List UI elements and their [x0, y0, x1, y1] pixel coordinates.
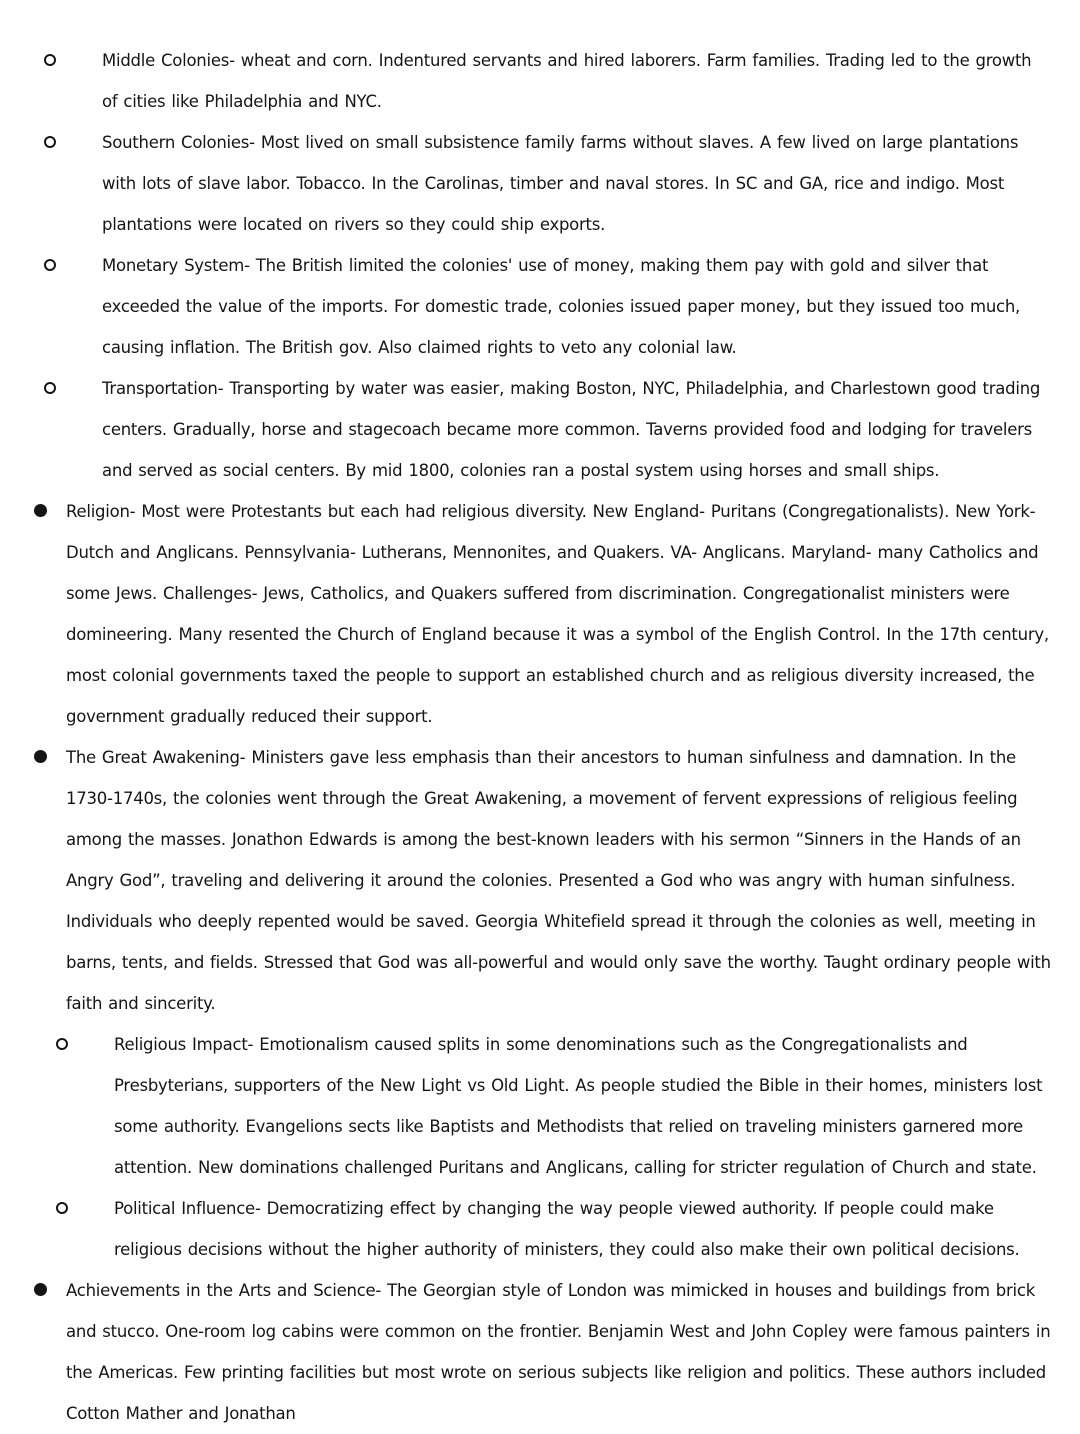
open-bullet-icon: [56, 1202, 68, 1214]
note-transportation: [34, 368, 1052, 491]
note-arts-and-science: [34, 1270, 1052, 1434]
note-text: Religion- Most were Protestants but each had religious diversity. New England- Puritans (Congregationalists). New York- Dutch and Anglicans. Pennsylvania- Lutherans, Mennonites, and Quakers. VA- Anglicans. Maryland- many Catholics and some Jews. Challenges- Jews, Catholics, and Quakers suffered from discrimination. Congregationalist ministers were domineering. Many resented the Church of England because it was a symbol of the English Control. In the 17th century, most colonial governments taxed the people to support an established church and as religious diversity increased, the government gradually reduced their support.: [66, 502, 1049, 726]
note-text: Middle Colonies- wheat and corn. Indentured servants and hired laborers. Farm families. Trading led to the growth of cities like Philadelphia and NYC.: [102, 51, 1032, 111]
note-political-influence: [34, 1188, 1052, 1270]
note-southern-colonies: [34, 122, 1052, 245]
note-monetary-system: [34, 245, 1052, 368]
note-text: Transportation- Transporting by water was easier, making Boston, NYC, Philadelphia, and Charlestown good trading centers. Gradually, horse and stagecoach became more common. Taverns provided food and lodging for travelers and served as social centers. By mid 1800, colonies ran a postal system using horses and small ships.: [102, 379, 1041, 480]
open-bullet-icon: [44, 382, 56, 394]
solid-bullet-icon: [34, 504, 47, 517]
note-text: Political Influence- Democratizing effect by changing the way people viewed authority. If people could make religious decisions without the higher authority of ministers, they could also make their own political decisions.: [114, 1199, 1020, 1259]
note-text: Religious Impact- Emotionalism caused splits in some denominations such as the Congregationalists and Presbyterians, supporters of the New Light vs Old Light. As people studied the Bible in their homes, ministers lost some authority. Evangelions sects like Baptists and Methodists that relied on traveling ministers garnered more attention. New dominations challenged Puritans and Anglicans, calling for stricter regulation of Church and state.: [114, 1035, 1043, 1177]
open-bullet-icon: [44, 136, 56, 148]
note-middle-colonies: [34, 40, 1052, 122]
open-bullet-icon: [44, 259, 56, 271]
note-great-awakening: [34, 737, 1052, 1024]
note-religious-impact: [34, 1024, 1052, 1188]
note-text: Southern Colonies- Most lived on small subsistence family farms without slaves. A few lived on large plantations with lots of slave labor. Tobacco. In the Carolinas, timber and naval stores. In SC and GA, rice and indigo. Most plantations were located on rivers so they could ship exports.: [102, 133, 1019, 234]
note-text: Achievements in the Arts and Science- The Georgian style of London was mimicked in houses and buildings from brick and stucco. One-room log cabins were common on the frontier. Benjamin West and John Copley were famous painters in the Americas. Few printing facilities but most wrote on serious subjects like religion and politics. These authors included Cotton Mather and Jonathan: [66, 1281, 1051, 1423]
open-bullet-icon: [44, 54, 56, 66]
open-bullet-icon: [56, 1038, 68, 1050]
note-text: The Great Awakening- Ministers gave less emphasis than their ancestors to human sinfulness and damnation. In the 1730-1740s, the colonies went through the Great Awakening, a movement of fervent expressions of religious feeling among the masses. Jonathon Edwards is among the best-known leaders with his sermon “Sinners in the Hands of an Angry God”, traveling and delivering it around the colonies. Presented a God who was angry with human sinfulness. Individuals who deeply repented would be saved. Georgia Whitefield spread it through the colonies as well, meeting in barns, tents, and fields. Stressed that God was all-powerful and would only save the worthy. Taught ordinary people with faith and sincerity.: [66, 748, 1051, 1013]
solid-bullet-icon: [34, 750, 47, 763]
note-text: Monetary System- The British limited the colonies' use of money, making them pay with gold and silver that exceeded the value of the imports. For domestic trade, colonies issued paper money, but they issued too much, causing inflation. The British gov. Also claimed rights to veto any colonial law.: [102, 256, 1021, 357]
note-religion: [34, 491, 1052, 737]
solid-bullet-icon: [34, 1283, 47, 1296]
